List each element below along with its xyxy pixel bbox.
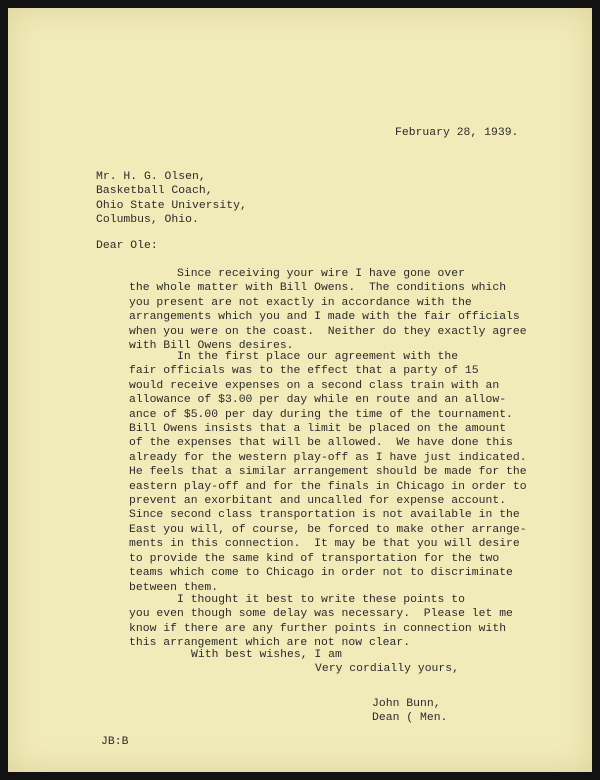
text-line: the whole matter with Bill Owens. The conditions which [129, 282, 507, 295]
recipient-line: Ohio State University, [96, 199, 247, 212]
text-line: eastern play-off and for the finals in Chicago in order to [129, 480, 527, 493]
paragraph-2 [129, 350, 527, 595]
paragraph-3 [129, 593, 513, 651]
letter-date: February 28, 1939. [395, 127, 519, 139]
typist-initials: JB:B [101, 736, 129, 748]
signature-name: John Bunn, [372, 698, 441, 710]
signature-title: Dean ( Men. [372, 712, 448, 725]
recipient-line: Basketball Coach, [96, 185, 213, 198]
letter-page [8, 8, 592, 772]
text-line: arrangements which you and I made with the fair officials [129, 311, 520, 324]
text-line: of the expenses that will be allowed. We have done this [129, 437, 513, 450]
text-line: already for the western play-off as I have just indicated. [129, 451, 527, 464]
paragraph-1 [129, 267, 527, 353]
text-line: ments in this connection. It may be that you will desire [129, 538, 520, 551]
closing-line: With best wishes, I am [191, 649, 342, 661]
text-line: allowance of $3.00 per day while en route and an allow- [129, 394, 507, 407]
recipient-line: Mr. H. G. Olsen, [96, 171, 206, 183]
salutation: Dear Ole: [96, 240, 158, 252]
text-line: In the first place our agreement with the [129, 351, 459, 363]
text-line: when you were on the coast. Neither do they exactly agree [129, 325, 527, 338]
valediction: Very cordially yours, [315, 663, 459, 675]
text-line: He feels that a similar arrangement should be made for the [129, 466, 527, 479]
text-line: I thought it best to write these points to [129, 594, 465, 606]
text-line: this arrangement which are not now clear. [129, 637, 411, 650]
text-line: to provide the same kind of transportation for the two [129, 552, 500, 565]
text-line: East you will, of course, be forced to make other arrange- [129, 523, 527, 536]
text-line: with Bill Owens desires. [129, 340, 294, 353]
text-line: you present are not exactly in accordance with the [129, 296, 472, 309]
text-line: know if there are any further points in connection with [129, 622, 507, 635]
text-line: fair officials was to the effect that a party of 15 [129, 365, 479, 378]
signature-block [372, 697, 447, 726]
recipient-line: Columbus, Ohio. [96, 214, 199, 227]
text-line: you even though some delay was necessary. Please let me [129, 608, 513, 621]
text-line: teams which come to Chicago in order not to discriminate [129, 567, 513, 580]
text-line: prevent an exorbitant and uncalled for expense account. [129, 495, 507, 508]
text-line: ance of $5.00 per day during the time of the tournament. [129, 408, 513, 421]
text-line: Bill Owens insists that a limit be placed on the amount [129, 423, 507, 436]
text-line: between them. [129, 581, 219, 594]
recipient-address [96, 170, 247, 228]
text-line: Since second class transportation is not available in the [129, 509, 520, 522]
text-line: Since receiving your wire I have gone over [129, 268, 465, 280]
text-line: would receive expenses on a second class train with an [129, 379, 500, 392]
